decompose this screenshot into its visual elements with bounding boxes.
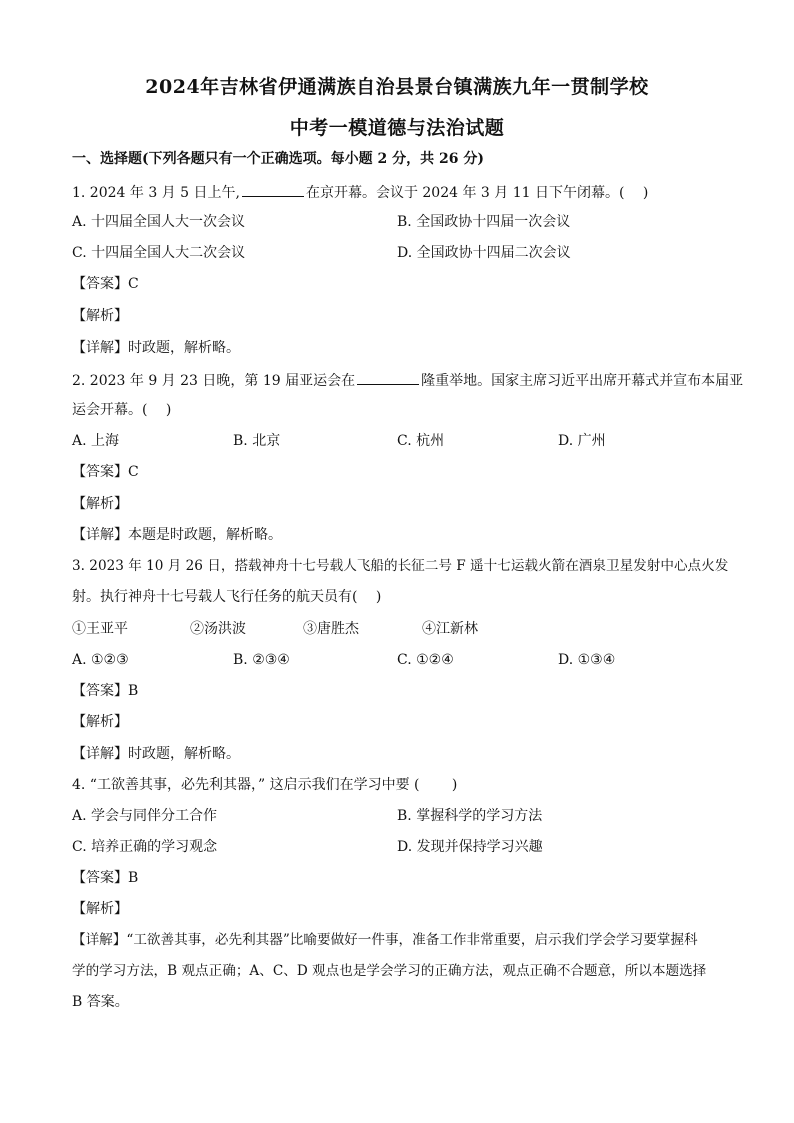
- answer-value: C: [128, 464, 139, 480]
- answer-blank: [242, 182, 304, 197]
- question-1-stem-start: 1. 2024 年 3 月 5 日上午,: [72, 185, 240, 201]
- exam-title-line2: 中考一模道德与法治试题: [289, 117, 505, 139]
- question-4-option-a: A. 学会与同伴分工合作: [72, 808, 218, 824]
- answer-value: B: [128, 870, 139, 886]
- question-1-detail: [72, 339, 240, 357]
- question-3-option-a: A. ①②③: [72, 652, 129, 668]
- question-3-answer: [72, 682, 138, 700]
- question-3-detail: [72, 745, 240, 763]
- detail-text: 时政题，解析略。: [128, 746, 240, 762]
- answer-label: 【答案】: [72, 276, 128, 292]
- question-1-analysis-label: 【解析】: [72, 308, 128, 324]
- question-1-option-a: A. 十四届全国人大一次会议: [72, 214, 246, 230]
- question-1-stem: [72, 182, 648, 202]
- question-3-analysis-label: 【解析】: [72, 714, 128, 730]
- question-1-stem-end: 在京开幕。会议于 2024 年 3 月 11 日下午闭幕。( ): [305, 185, 649, 201]
- question-4-option-c: C. 培养正确的学习观念: [72, 839, 218, 855]
- question-2-option-c: C. 杭州: [397, 433, 445, 449]
- question-1-option-d: D. 全国政协十四届二次会议: [397, 245, 571, 261]
- answer-blank: [357, 370, 419, 385]
- question-2-stem-start: 2. 2023 年 9 月 23 日晚，第 19 届亚运会在: [72, 373, 356, 389]
- detail-text-line1: “工欲善其事，必先利其器”比喻要做好一件事，准备工作非常重要，启示我们学会学习要掌握科: [126, 932, 698, 948]
- question-4-detail: [72, 931, 698, 949]
- question-4-analysis-label: 【解析】: [72, 901, 128, 917]
- question-2-option-d: D. 广州: [558, 433, 606, 449]
- question-3-option-b: B. ②③④: [233, 652, 290, 668]
- detail-text: 本题是时政题，解析略。: [128, 527, 282, 543]
- question-4-answer: [72, 869, 138, 887]
- question-2-option-a: A. 上海: [72, 433, 120, 449]
- question-4-stem: 4. “工欲善其事，必先利其器，” 这启示我们在学习中要 ( ): [72, 777, 458, 793]
- detail-label: 【详解】: [72, 340, 128, 356]
- detail-label: 【详解】: [72, 746, 128, 762]
- exam-title-line1: 2024年吉林省伊通满族自治县景台镇满族九年一贯制学校: [145, 76, 649, 98]
- question-3-item-2: ②汤洪波: [190, 621, 246, 637]
- detail-label: 【详解】: [72, 527, 128, 543]
- detail-text: 时政题，解析略。: [128, 340, 240, 356]
- question-3-option-c: C. ①②④: [397, 652, 454, 668]
- question-2-option-b: B. 北京: [233, 433, 281, 449]
- question-2-answer: [72, 463, 139, 481]
- answer-value: B: [128, 683, 139, 699]
- answer-value: C: [128, 276, 139, 292]
- question-2-stem: [72, 370, 743, 390]
- detail-label: 【详解】: [72, 932, 127, 948]
- question-1-answer: [72, 275, 139, 293]
- question-3-item-4: ④江新林: [422, 621, 478, 637]
- question-4-option-d: D. 发现并保持学习兴趣: [397, 839, 543, 855]
- section-heading: 一、选择题(下列各题只有一个正确选项。每小题 2 分，共 26 分): [72, 151, 484, 167]
- question-3-option-d: D. ①③④: [558, 652, 616, 668]
- question-1-option-c: C. 十四届全国人大二次会议: [72, 245, 246, 261]
- question-2-analysis-label: 【解析】: [72, 496, 128, 512]
- question-2-stem-middle: 隆重举地。国家主席习近平出席开幕式并宣布本届亚: [421, 373, 744, 389]
- question-4-detail-line3: B 答案。: [72, 994, 129, 1010]
- answer-label: 【答案】: [72, 683, 128, 699]
- answer-label: 【答案】: [72, 870, 128, 886]
- question-2-detail: [72, 526, 282, 544]
- question-1-option-b: B. 全国政协十四届一次会议: [397, 214, 571, 230]
- question-4-option-b: B. 掌握科学的学习方法: [397, 808, 543, 824]
- question-3-item-3: ③唐胜杰: [303, 621, 359, 637]
- question-3-stem: 3. 2023 年 10 月 26 日，搭载神舟十七号载人飞船的长征二号 F 遥十七运载火箭在酒泉卫星发射中心点火发: [72, 558, 729, 574]
- answer-label: 【答案】: [72, 464, 128, 480]
- question-4-detail-line2: 学的学习方法，B 观点正确；A、C、D 观点也是学会学习的正确方法，观点正确不合题意，所以本题选择: [72, 963, 707, 979]
- question-3-item-1: ①王亚平: [72, 621, 128, 637]
- question-3-stem-end: 射。执行神舟十七号载人飞行任务的航天员有( ): [72, 589, 382, 605]
- question-2-stem-end: 运会开幕。( ): [72, 402, 172, 418]
